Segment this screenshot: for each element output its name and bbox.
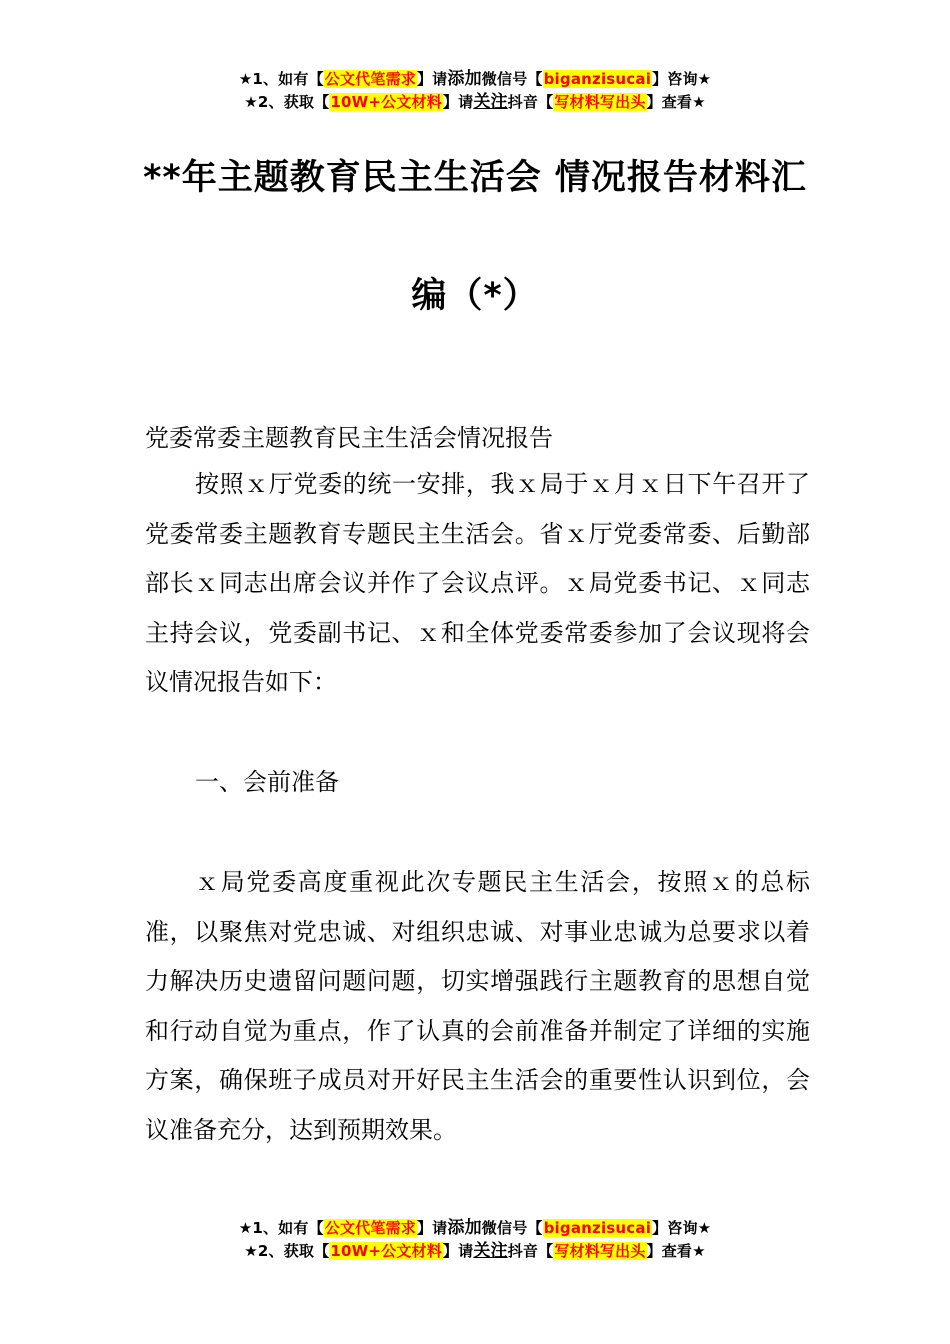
section-heading-preparation: 一、会前准备 [195,768,339,796]
footer-line-1: ★1、如有【公文代笔需求】请添加微信号【biganzisucai】咨询★ [238,1218,712,1238]
header-banner [0,68,950,114]
header-line-2: ★2、获取【10W+公文材料】请关注抖音【写材料写出头】查看★ [244,92,706,112]
footer-line-2: ★2、获取【10W+公文材料】请关注抖音【写材料写出头】查看★ [244,1241,706,1261]
paragraph-preparation: ｘ局党委高度重视此次专题民主生活会，按照ｘ的总标准，以聚焦对党忠诚、对组织忠诚、对事业忠诚为总要求以着力解决历史遗留问题问题，切实增强践行主题教育的思想自觉和行动自觉为重点，作了认真的会前准备并制定了详细的实施方案，确保班子成员对开好民主生活会的重要性认识到位，会议准备充分，达到预期效果。 [145,868,810,1144]
highlight-douyin: 写材料写出头 [554,1242,646,1260]
highlight-douyin: 写材料写出头 [554,93,646,111]
report-subtitle: 党委常委主题教育民主生活会情况报告 [145,424,553,452]
highlight-materials: 10W+公文材料 [330,93,442,111]
paragraph-intro: 按照ｘ厅党委的统一安排，我ｘ局于ｘ月ｘ日下午召开了党委常委主题教育专题民主生活会。省ｘ厅党委常委、后勤部部长ｘ同志出席会议并作了会议点评。ｘ局党委书记、ｘ同志主持会议，党委副书记、ｘ和全体党委常委参加了会议现将会议情况报告如下： [145,470,810,696]
document-title-line-1: **年主题教育民主生活会 情况报告材料汇 [143,158,807,198]
highlight-materials: 10W+公文材料 [330,1242,442,1260]
footer-banner [0,1217,950,1263]
highlight-wechat-id: biganzisucai [543,1219,652,1237]
highlight-wechat-id: biganzisucai [543,70,652,88]
highlight-service: 公文代笔需求 [324,70,416,88]
document-title-line-2: 编（*） [411,276,539,316]
highlight-service: 公文代笔需求 [324,1219,416,1237]
header-line-1: ★1、如有【公文代笔需求】请添加微信号【biganzisucai】咨询★ [238,69,712,89]
